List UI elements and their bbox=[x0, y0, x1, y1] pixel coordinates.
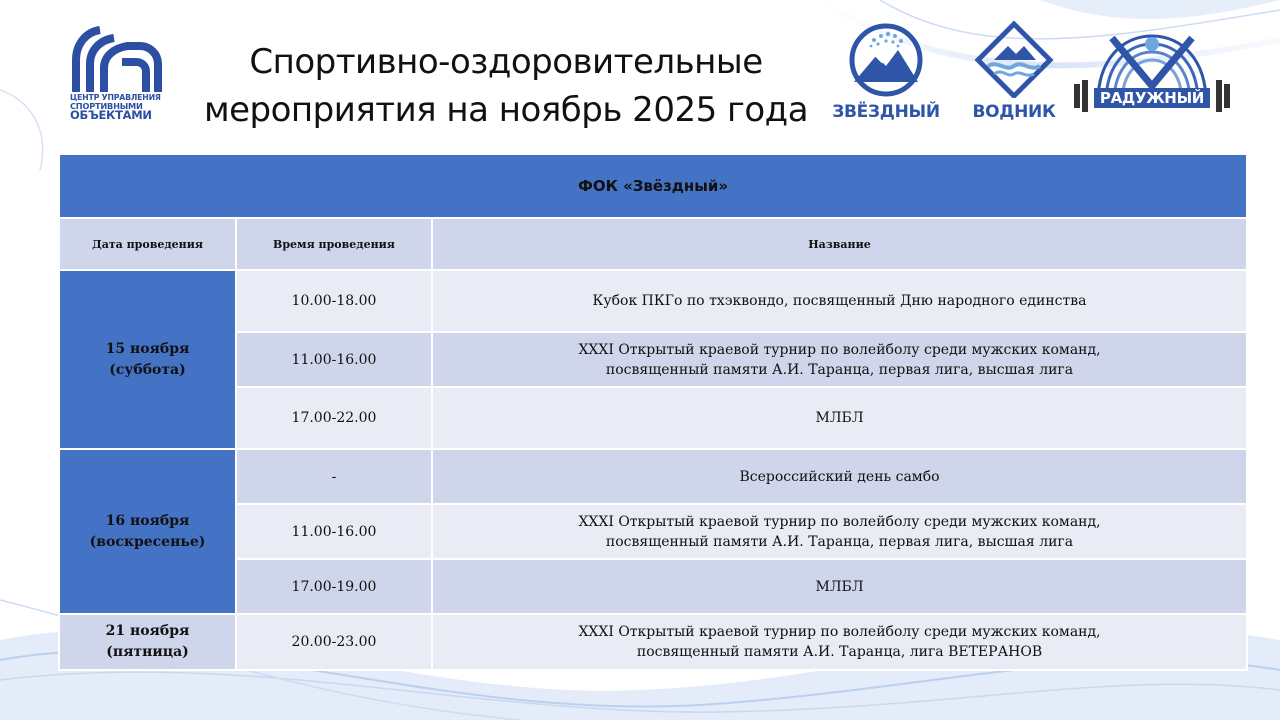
schedule-table bbox=[58, 153, 1248, 671]
vodnik-logo bbox=[964, 20, 1064, 124]
raduzhny-logo bbox=[1072, 30, 1232, 122]
table-row bbox=[59, 270, 1247, 332]
event-name-cell bbox=[432, 270, 1247, 332]
page-title-line2: мероприятия на ноябрь 2025 года bbox=[203, 90, 809, 130]
event-name-cell bbox=[432, 332, 1247, 387]
event-name-cell bbox=[432, 504, 1247, 559]
event-name-cell bbox=[432, 614, 1247, 670]
time-cell: 20.00-23.00 bbox=[236, 614, 432, 670]
tsuso-logo bbox=[70, 26, 162, 130]
page-title bbox=[168, 38, 844, 134]
event-name-line1: МЛБЛ bbox=[815, 578, 864, 595]
event-name-line1: Всероссийский день самбо bbox=[739, 468, 940, 485]
date-cell bbox=[59, 614, 236, 670]
event-name-line1: XXXI Открытый краевой турнир по волейболу среди мужских команд, bbox=[578, 513, 1101, 530]
event-name-line2: посвященный памяти А.И. Таранца, первая лига, высшая лига bbox=[605, 533, 1074, 550]
date-weekday: (суббота) bbox=[109, 361, 186, 378]
tsuso-logo-line3: ОБЪЕКТАМИ bbox=[70, 108, 152, 122]
zvezdny-mountain-icon bbox=[826, 20, 946, 98]
event-name-cell bbox=[432, 387, 1247, 449]
event-name-line1: МЛБЛ bbox=[815, 410, 864, 426]
vodnik-wave-icon bbox=[964, 20, 1064, 98]
tsuso-logo-line1: ЦЕНТР УПРАВЛЕНИЯ bbox=[70, 93, 161, 102]
table-row bbox=[59, 449, 1247, 504]
raduzhny-rainbow-icon bbox=[1072, 30, 1232, 122]
date-day: 21 ноября bbox=[105, 623, 190, 639]
date-weekday: (воскресенье) bbox=[89, 533, 206, 550]
date-day: 15 ноября bbox=[105, 340, 190, 357]
table-row bbox=[59, 332, 1247, 387]
event-name-line2: посвященный памяти А.И. Таранца, первая лига, высшая лига bbox=[605, 361, 1074, 378]
header-date: Дата проведения bbox=[59, 218, 236, 270]
event-name-line1: XXXI Открытый краевой турнир по волейболу среди мужских команд, bbox=[578, 624, 1101, 640]
time-cell: 11.00-16.00 bbox=[236, 332, 432, 387]
tsuso-logo-mark bbox=[70, 26, 162, 94]
vodnik-logo-caption: ВОДНИК bbox=[972, 102, 1056, 122]
event-name-cell bbox=[432, 559, 1247, 614]
table-row bbox=[59, 504, 1247, 559]
event-name-cell bbox=[432, 449, 1247, 504]
time-cell: 10.00-18.00 bbox=[236, 270, 432, 332]
time-cell: 17.00-22.00 bbox=[236, 387, 432, 449]
date-cell bbox=[59, 449, 236, 614]
header-row bbox=[59, 218, 1247, 270]
venue-row bbox=[59, 154, 1247, 218]
header-time: Время проведения bbox=[236, 218, 432, 270]
zvezdny-logo-caption: ЗВЁЗДНЫЙ bbox=[832, 102, 940, 122]
date-weekday: (пятница) bbox=[106, 644, 189, 660]
event-name-line2: посвященный памяти А.И. Таранца, лига ВЕТЕРАНОВ bbox=[636, 644, 1043, 660]
table-row bbox=[59, 559, 1247, 614]
header-name: Название bbox=[432, 218, 1247, 270]
date-day: 16 ноября bbox=[105, 512, 190, 529]
page-title-line1: Спортивно-оздоровительные bbox=[249, 42, 763, 82]
tsuso-logo-line2: СПОРТИВНЫМИ bbox=[70, 100, 143, 111]
event-name-line1: Кубок ПКГо по тхэквондо, посвященный Дню народного единства bbox=[592, 293, 1087, 309]
event-name-line1: XXXI Открытый краевой турнир по волейболу среди мужских команд, bbox=[578, 341, 1101, 358]
time-cell: 17.00-19.00 bbox=[236, 559, 432, 614]
raduzhny-logo-caption: РАДУЖНЫЙ bbox=[1099, 89, 1205, 107]
table-row bbox=[59, 387, 1247, 449]
zvezdny-logo bbox=[826, 20, 946, 124]
date-cell bbox=[59, 270, 236, 449]
time-cell: 11.00-16.00 bbox=[236, 504, 432, 559]
venue-title: ФОК «Звёздный» bbox=[59, 154, 1247, 218]
time-cell: - bbox=[236, 449, 432, 504]
table-row bbox=[59, 614, 1247, 670]
